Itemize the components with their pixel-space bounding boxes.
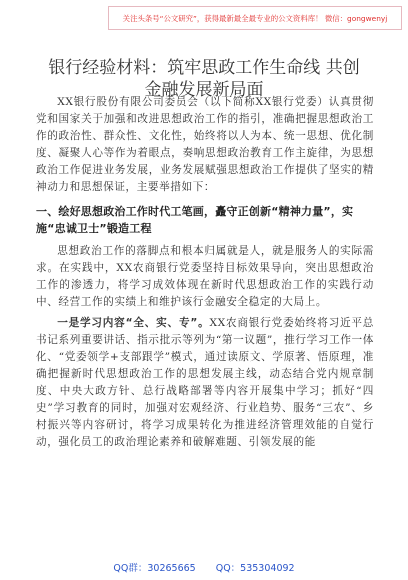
promo-banner — [108, 6, 402, 30]
paragraph-2: 思想政治工作的落脚点和根本归属就是人，就是服务人的实际需求。在实践中，XX农商银行党委坚持目标效果导向，突出思想政治工作的渗透力，将学习成效体现在新时代思想政治工作的实践行动中、经营工作的实绩上和维护该行金融安全稳定的大局上。 — [36, 245, 374, 308]
document-title: 银行经验材料：筑牢思政工作生命线 共创金融发展新局面 — [48, 58, 360, 101]
section-heading-1: 一、绘好思想政治工作时代工笔画，矗守正创新“精神力量”，实施“忠诚卫士”锻造工程 — [36, 205, 354, 235]
document-body — [36, 94, 374, 451]
footer-qq: QQ：535304092 — [215, 563, 295, 574]
paragraph-3-text: XX农商银行党委始终将习近平总书记系列重要讲话、指示批示等列为“第一议题”，推行学习工作一体化、“党委领学+支部跟学”模式，通过读原文、学原著、悟原理，准确把握新时代思想政治工作的思想发展主线，动态结合党内规章制度、中央大政方针、总行战略部署等内容开展集中学习；抓好“四史”学习教育的同时，加强对宏观经济、行业趋势、服务“三农”、乡村振兴等内容研讨，将学习成果转化为推进经济管理效能的自觉行动，强化员工的政治理论素养和破解难题、引领发展的能 — [36, 317, 374, 448]
paragraph-3 — [36, 315, 374, 451]
footer-qq-group: QQ群：30265665 — [113, 563, 196, 574]
promo-banner-text: 关注头条号“公文研究”，获得最新最全最专业的公文资料库！ 微信：gongwenyj — [122, 13, 388, 23]
paragraph-3-lead: 一是学习内容“全、实、专”。 — [57, 317, 210, 329]
intro-paragraph: XX银行股份有限公司委员会（以下简称XX银行党委）认真贯彻党和国家关于加强和改进思想政治工作的指引，准确把握思想政治工作的政治性、群众性、文化性，始终将以人为本、统一思想、优化制度、凝聚人心等作为着眼点，奏响思想政治教育工作主旋律，为思想政治工作促进业务发展，业务发展赋强思想政治工作提供了坚实的精神动力和思想保证，主要举措如下： — [36, 96, 374, 193]
footer-contact — [0, 558, 408, 576]
